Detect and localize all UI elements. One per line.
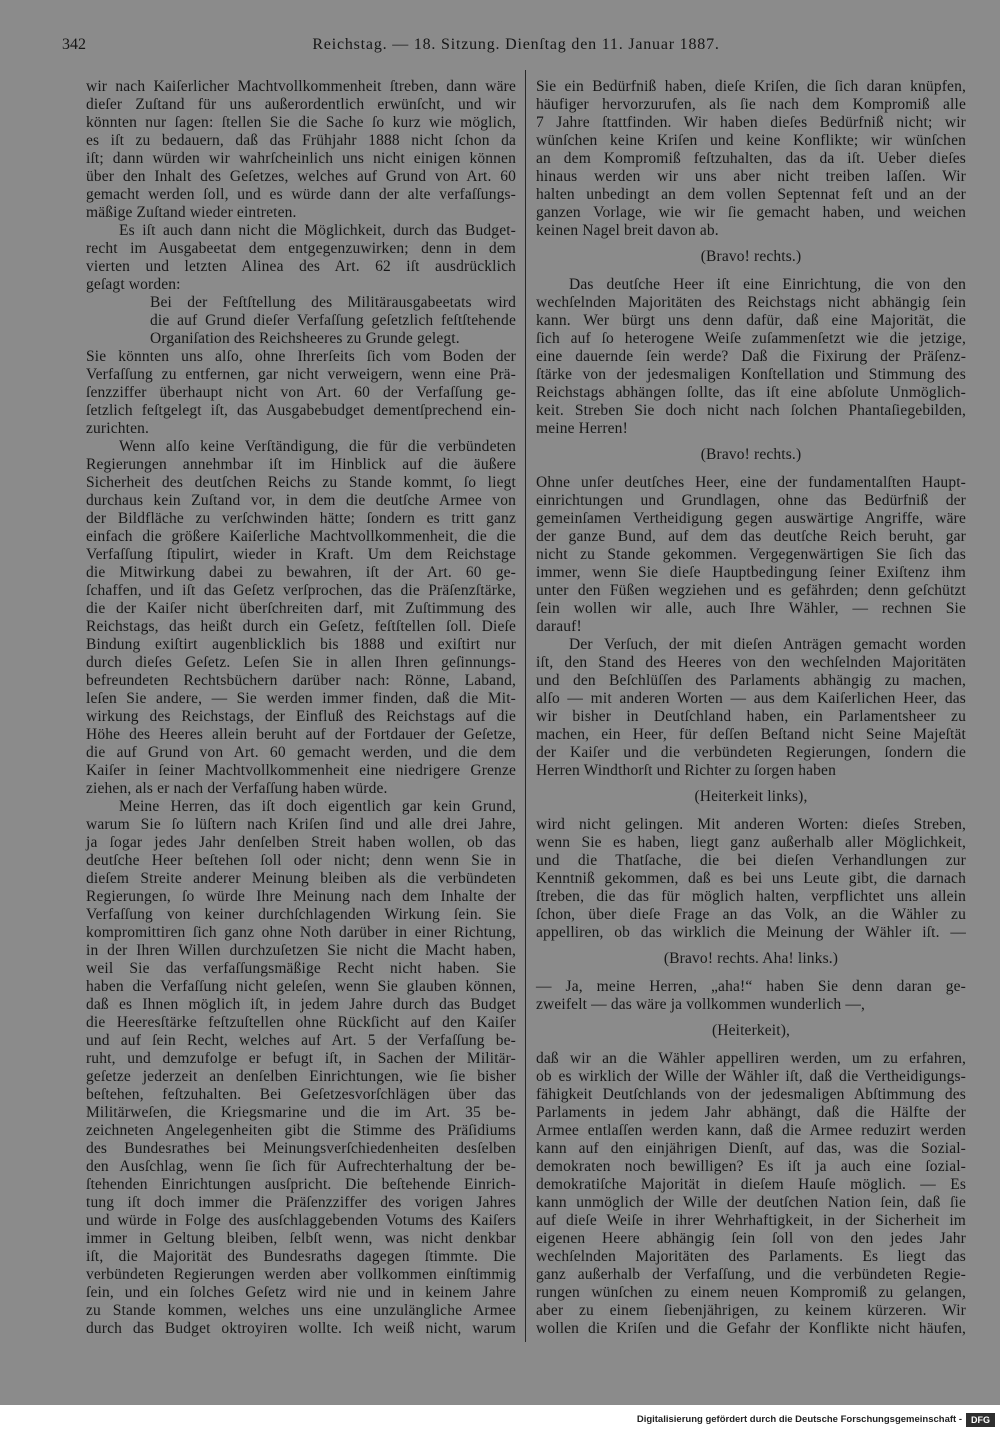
text-line: alſo — mit anderen Worten — aus dem Kaiſerlichen Heer, das bbox=[536, 690, 966, 707]
text-line: (Bravo! rechts. Aha! links.) bbox=[663, 950, 839, 967]
text-line: dieſem Streite anderer Meinung bleiben als die verbündeten bbox=[86, 870, 516, 887]
text-line: wollen die Kriſen und die Gefahr der Konflikte nicht häufen, bbox=[536, 1320, 966, 1337]
text-line: häufiger hervorzurufen, als ſie nach dem Kompromiß alle bbox=[536, 96, 966, 113]
text-line: Regierungen, ſo würde Ihre Meinung nach dem Inhalte der bbox=[86, 888, 516, 905]
text-line: nicht zu Stande gekommen. Vergegenwärtigen Sie ſich das bbox=[536, 546, 966, 563]
text-line: Wenn alſo keine Verſtändigung, die für die verbündeten bbox=[119, 438, 516, 455]
text-line: 7 Jahre ſtattfinden. Wir haben dieſes Bedürfniß nicht; wir bbox=[536, 114, 966, 131]
text-line: Das deutſche Heer iſt eine Einrichtung, die von den bbox=[569, 276, 966, 293]
text-line: machen, ein Heer, für deſſen Beſtand nicht Seine Majeſtät bbox=[536, 726, 966, 743]
text-line: ſetzlich feſtgelegt iſt, das Ausgabebudget dementſprechend ein- bbox=[86, 402, 516, 419]
text-line: ob es wirklich der Wille der Wähler iſt, daß die Vertheidigungs- bbox=[536, 1068, 966, 1085]
text-line: Höhe des Heeres allein beruht auf der Fortdauer der Geſetze, bbox=[86, 726, 516, 743]
text-line: die auf Grund von Art. 60 gemacht werden, und die dem bbox=[86, 744, 516, 761]
paragraph bbox=[86, 348, 516, 438]
text-line: ſenzziffer überhaupt nicht von Art. 60 der Verfaſſung ge- bbox=[86, 384, 516, 401]
text-line: kann unmöglich der Wille der deutſchen Nation ſein, daß ſie bbox=[536, 1194, 966, 1211]
text-line: wenn Sie es haben, liegt ganz außerhalb aller Möglichkeit, bbox=[536, 834, 966, 851]
text-line: wechſelnden Majoritäten des Reichstags nicht abhängig ſein bbox=[536, 294, 966, 311]
text-line: Reichstags, das heißt durch ein Geſetz, feſtſtellen ſoll. Dieſe bbox=[86, 618, 516, 635]
text-line: einrichtungen und Grundlagen, ohne das Bedürfniß der bbox=[536, 492, 966, 509]
text-line: Armee entlaſſen werden kann, daß die Armee reduzirt werden bbox=[536, 1122, 966, 1139]
text-line: Sie ein Bedürfniß haben, dieſe Kriſen, die ſich daran knüpfen, bbox=[536, 78, 966, 95]
interjection bbox=[536, 788, 966, 806]
paragraph bbox=[536, 978, 966, 1014]
text-line: halten unbedingt an dem vollen Septennat feſt und an der bbox=[536, 186, 966, 203]
text-line: Organiſation des Reichsheeres zu Grunde gelegt. bbox=[150, 330, 460, 347]
right-column bbox=[536, 78, 966, 1338]
text-line: die Mitwirkung dabei zu bewahren, iſt der Art. 60 ge- bbox=[86, 564, 516, 581]
text-line: eine dauernde ſein werde? Daß die Fixirung der Präſenz- bbox=[536, 348, 966, 365]
text-line: Verfaſſung zu entfernen, gar nicht verweigern, wenn eine Prä- bbox=[86, 366, 516, 383]
text-line: verbündeten Regierungen werden aber vollkommen einſtimmig bbox=[86, 1266, 516, 1283]
text-line: zweifelt — das wäre ja vollkommen wunderlich —, bbox=[536, 996, 866, 1013]
text-line: Kaiſer in ſeiner Machtvollkommenheit eine niedrigere Grenze bbox=[86, 762, 516, 779]
text-line: gemacht werden ſoll, und es würde dann der alte verfaſſungs- bbox=[86, 186, 516, 203]
paragraph bbox=[86, 222, 516, 294]
paragraph bbox=[536, 816, 966, 942]
interjection bbox=[536, 446, 966, 464]
text-line: geſagt worden: bbox=[86, 276, 181, 293]
text-line: Meine Herren, das iſt doch eigentlich gar kein Grund, bbox=[119, 798, 516, 815]
text-line: deutſche Heer beſtehen ſoll oder nicht; denn wenn Sie in bbox=[86, 852, 516, 869]
text-line: beſtehen, feſtzuhalten. Bei Geſetzesvorſchlägen über das bbox=[86, 1086, 516, 1103]
text-line: ſchaffen, und iſt das Geſetz verſprochen, das die Präſenzſtärke, bbox=[86, 582, 516, 599]
text-line: fähigkeit Deutſchlands von der jedesmaligen Abſtimmung des bbox=[536, 1086, 966, 1103]
text-line: daß wir an die Wähler appelliren werden, um zu erfahren, bbox=[536, 1050, 966, 1067]
text-line: mäßige Zuſtand wieder eintreten. bbox=[86, 204, 297, 221]
text-line: der ganze Bund, auf dem das deutſche Reich beruht, gar bbox=[536, 528, 966, 545]
text-line: ſtehenden Einrichtungen ausſpricht. Die beſtehende Einrich- bbox=[86, 1176, 516, 1193]
text-line: unter den Füßen wegziehen und es gefährden; denn geſchützt bbox=[536, 582, 966, 599]
text-line: einfach die größere Kaiſerliche Machtvollkommenheit, die die bbox=[86, 528, 516, 545]
text-line: befreundeten Rechtsbüchern darüber nach: Rönne, Laband, bbox=[86, 672, 516, 689]
paragraph bbox=[536, 474, 966, 636]
text-line: und würde in Folge des ausſchlaggebenden Votums des Kaiſers bbox=[86, 1212, 516, 1229]
text-line: der Bildfläche zu verſchwinden hätte; ſondern es tritt ganz bbox=[86, 510, 516, 527]
paragraph bbox=[536, 276, 966, 438]
text-line: tung iſt doch immer die Präſenzziffer des vorigen Jahres bbox=[86, 1194, 516, 1211]
paragraph bbox=[536, 78, 966, 240]
text-line: Bei der Feſtſtellung des Militärausgabeetats wird bbox=[150, 294, 516, 311]
text-line: Parlaments in jedem Jahr abhängt, daß die Hälfte der bbox=[536, 1104, 966, 1121]
text-line: und den Beſchlüſſen des Parlaments abhängig zu machen, bbox=[536, 672, 966, 689]
text-line: gemeinſamen Vertheidigung gegen auswärtige Angriffe, wäre bbox=[536, 510, 966, 527]
text-line: könnten nur ſagen: ſtellen Sie die Sache ſo kurz wie möglich, bbox=[86, 114, 516, 131]
text-line: des Bundesrathes bei Meinungsverſchiedenheiten desſelben bbox=[86, 1140, 516, 1157]
text-line: zu Stande kommen, welches uns eine unzulängliche Armee bbox=[86, 1302, 516, 1319]
paragraph bbox=[536, 636, 966, 780]
text-line: iſt; dann würden wir wahrſcheinlich uns nicht einigen können bbox=[86, 150, 516, 167]
text-line: Ohne unſer deutſches Heer, eine der fundamentalſten Haupt- bbox=[536, 474, 966, 491]
text-line: Der Verſuch, der mit dieſen Anträgen gemacht worden bbox=[569, 636, 966, 653]
text-line: wirkung des Reichstags, der Einfluß des Reichstags auf die bbox=[86, 708, 516, 725]
text-line: Es iſt auch dann nicht die Möglichkeit, durch das Budget- bbox=[119, 222, 516, 239]
text-line: ſtreben, die das für möglich halten, verpflichtet uns allein bbox=[536, 888, 966, 905]
text-line: hinaus werden wir uns aber nicht treiben laſſen. Wir bbox=[536, 168, 966, 185]
text-line: iſt, die Majorität des Bundesraths dagegen ſtimmte. Die bbox=[86, 1248, 516, 1265]
text-line: wechſelnden Majoritäten des Parlaments. Es liegt das bbox=[536, 1248, 966, 1265]
text-line: geſetze jederzeit an denſelben Einrichtungen, wie ſie bisher bbox=[86, 1068, 516, 1085]
text-line: (Heiterkeit), bbox=[711, 1022, 791, 1039]
text-line: an dem Kompromiß feſtzuhalten, das da iſt. Ueber dieſes bbox=[536, 150, 966, 167]
interjection bbox=[536, 1022, 966, 1040]
paragraph bbox=[86, 798, 516, 1338]
text-line: (Heiterkeit links), bbox=[694, 788, 808, 805]
text-line: der Kaiſer und die verbündeten Regierungen, ſondern die bbox=[536, 744, 966, 761]
text-line: wünſchen keine Kriſen und keine Konflikte; wir wünſchen bbox=[536, 132, 966, 149]
text-line: Bindung exiſtirt augenblicklich bis 1888 und exiſtirt nur bbox=[86, 636, 516, 653]
text-line: wird nicht gelingen. Mit anderen Worten: dieſes Streben, bbox=[536, 816, 966, 833]
interjection bbox=[536, 248, 966, 266]
interjection bbox=[536, 950, 966, 968]
text-line: demokraten noch bewilligen? Es iſt ja auch eine ſozial- bbox=[536, 1158, 966, 1175]
text-line: ſich auf ſo heterogene Weiſe zuſammenſetzt wie die jetzige, bbox=[536, 330, 966, 347]
text-line: Reichstags abhängen ſollte, das iſt eine abſolute Unmöglich- bbox=[536, 384, 966, 401]
text-line: Regierungen annehmbar iſt im Hinblick auf die äußere bbox=[86, 456, 516, 473]
text-line: kann. Wer bürgt uns denn dafür, daß eine Majorität, die bbox=[536, 312, 966, 329]
paragraph bbox=[86, 438, 516, 798]
text-line: Militärweſen, die Kriegsmarine und die im Art. 35 be- bbox=[86, 1104, 516, 1121]
text-line: ziehen, als er nach der Verfaſſung haben würde. bbox=[86, 780, 388, 797]
text-line: in der Ihren Willen durchzuſetzen Sie nicht die Macht haben, bbox=[86, 942, 516, 959]
text-line: auf dieſe Weiſe in ihrer Wehrhaftigkeit, in der Sicherheit im bbox=[536, 1212, 966, 1229]
text-line: (Bravo! rechts.) bbox=[700, 248, 802, 265]
text-line: durchaus kein Zuſtand vor, in dem die deutſche Armee von bbox=[86, 492, 516, 509]
text-line: iſt, den Stand des Heeres von den wechſelnden Majoritäten bbox=[536, 654, 966, 671]
text-line: ſein wollen wir alle, auch Ihre Wähler, — rechnen Sie bbox=[536, 600, 966, 617]
text-line: über den Inhalt des Geſetzes, welches auf Grund von Art. 60 bbox=[86, 168, 516, 185]
text-line: Verfaſſung ſtipulirt, wieder in Kraft. Um dem Reichstage bbox=[86, 546, 516, 563]
text-line: kompromittiren ſich ganz ohne Noth darüber in einer Richtung, bbox=[86, 924, 516, 941]
text-line: die der Kaiſer nicht überſchreiten darf, mit Zuſtimmung des bbox=[86, 600, 516, 617]
text-line: Herren Windthorſt und Richter zu ſorgen haben bbox=[536, 762, 836, 779]
text-line: rungen wünſchen zu einem neuen Kompromiß zu gelangen, bbox=[536, 1284, 966, 1301]
text-line: Sie könnten uns alſo, ohne Ihrerſeits ſich vom Boden der bbox=[86, 348, 516, 365]
page-number: 342 bbox=[62, 36, 86, 53]
text-line: aber zu einem ſiebenjährigen, zu keinem kürzeren. Wir bbox=[536, 1302, 966, 1319]
text-line: zeichneten Angelegenheiten gibt die Stimme des Präſidiums bbox=[86, 1122, 516, 1139]
text-line: es iſt zu bedauern, daß das Frühjahr 1888 nicht ſchon da bbox=[86, 132, 516, 149]
text-line: eigenen Heere abhängig ſein ſoll von den jedes Jahr bbox=[536, 1230, 966, 1247]
text-line: leſen Sie andere, — Sie werden immer finden, daß die Mit- bbox=[86, 690, 516, 707]
text-line: durch das Budget oktroyiren wollte. Ich weiß nicht, warum bbox=[86, 1320, 516, 1337]
text-line: ganz außerhalb der Verfaſſung, und die verbündeten Regie- bbox=[536, 1266, 966, 1283]
text-line: warum Sie ſo lüſtern nach Kriſen ſind und alle drei Jahre, bbox=[86, 816, 516, 833]
text-line: keinen Nagel breit davon ab. bbox=[536, 222, 719, 239]
paragraph bbox=[536, 1050, 966, 1338]
running-head: Reichstag. — 18. Sitzung. Dienſtag den 11. Januar 1887. bbox=[312, 36, 720, 53]
text-line: (Bravo! rechts.) bbox=[700, 446, 802, 463]
text-line: den Ausſchlag, wenn ſie ſich für Aufrechterhaltung der be- bbox=[86, 1158, 516, 1175]
digitization-credit: Digitalisierung gefördert durch die Deutsche Forschungsgemeinschaft - bbox=[636, 1414, 962, 1425]
text-line: kann auf den einjährigen Dienſt, auf das, was die Sozial- bbox=[536, 1140, 966, 1157]
text-line: dieſer Zuſtand für uns außerordentlich erwünſcht, und wir bbox=[86, 96, 516, 113]
text-line: immer in Geltung bleiben, ſelbſt wenn, was nicht denkbar bbox=[86, 1230, 516, 1247]
text-line: Kenntniß gekommen, daß es bei uns Leute gibt, die darnach bbox=[536, 870, 966, 887]
text-line: immer, wenn Sie dieſe Hauptbedingung ſeiner Exiſtenz ihm bbox=[536, 564, 966, 581]
column-divider bbox=[525, 70, 526, 1342]
text-line: meine Herren! bbox=[536, 420, 628, 437]
left-column bbox=[86, 78, 516, 1338]
text-line: vierten und letzten Alinea des Art. 62 iſt ausdrücklich bbox=[86, 258, 516, 275]
text-line: die auf Grund dieſer Verfaſſung geſetzlich feſtſtehende bbox=[150, 312, 516, 329]
block-quote bbox=[86, 294, 516, 348]
text-line: ruht, und demzufolge er befugt iſt, in Sachen der Militär- bbox=[86, 1050, 516, 1067]
text-line: weil Sie das verfaſſungsmäßige Recht nicht haben. Sie bbox=[86, 960, 516, 977]
text-line: ſein, und ein ſolches Geſetz wird nie und in keinem Jahre bbox=[86, 1284, 516, 1301]
text-line: recht im Ausgabeetat dem entgegenzuwirken; denn in dem bbox=[86, 240, 516, 257]
text-line: — Ja, meine Herren, „aha!“ haben Sie denn daran ge- bbox=[536, 978, 966, 995]
text-line: wir bisher in Deutſchland haben, ein Parlamentsheer zu bbox=[536, 708, 966, 725]
text-line: Verfaſſung von keiner durchſchlagenden Wirkung ſein. Sie bbox=[86, 906, 516, 923]
text-line: Sicherheit des deutſchen Reichs zu Stande kommt, ſo liegt bbox=[86, 474, 516, 491]
text-line: und die Thatſache, die bei dieſen Verhandlungen zur bbox=[536, 852, 966, 869]
text-line: zurichten. bbox=[86, 420, 150, 437]
dfg-logo: DFG bbox=[966, 1413, 995, 1427]
text-line: daß es Ihnen möglich iſt, in jedem Jahre durch das Budget bbox=[86, 996, 516, 1013]
text-line: haben die Verfaſſung nicht geleſen, wenn Sie glauben können, bbox=[86, 978, 516, 995]
text-line: demokratiſche Majorität in dieſem Hauſe möglich. — Es bbox=[536, 1176, 966, 1193]
text-line: ja ſogar jedes Jahr denſelben Streit haben wollen, ob das bbox=[86, 834, 516, 851]
text-line: ganzen Vorlage, wie wir ſie gemacht haben, und weichen bbox=[536, 204, 966, 221]
text-line: keit. Streben Sie doch nicht nach ſolchen Phantaſiegebilden, bbox=[536, 402, 966, 419]
text-line: wir nach Kaiſerlicher Machtvollkommenheit ſtreben, dann wäre bbox=[86, 78, 516, 95]
text-line: durch dieſes Geſetz. Leſen Sie in allen Ihren geſinnungs- bbox=[86, 654, 516, 671]
paragraph bbox=[86, 78, 516, 222]
text-line: die Heeresſtärke feſtzuſtellen ohne Rückſicht auf den Kaiſer bbox=[86, 1014, 516, 1031]
text-line: ſchon, über dieſe Frage an das Volk, an die Wähler zu bbox=[536, 906, 966, 923]
text-line: darauf! bbox=[536, 618, 582, 635]
text-line: appelliren, ob das wirklich die Meinung der Wähler iſt. — bbox=[536, 924, 966, 941]
text-line: ſtärke von der jedesmaligen Konſtellation und Stimmung des bbox=[536, 366, 966, 383]
text-line: und auf ſein Recht, welches auf Art. 5 der Verfaſſung be- bbox=[86, 1032, 516, 1049]
